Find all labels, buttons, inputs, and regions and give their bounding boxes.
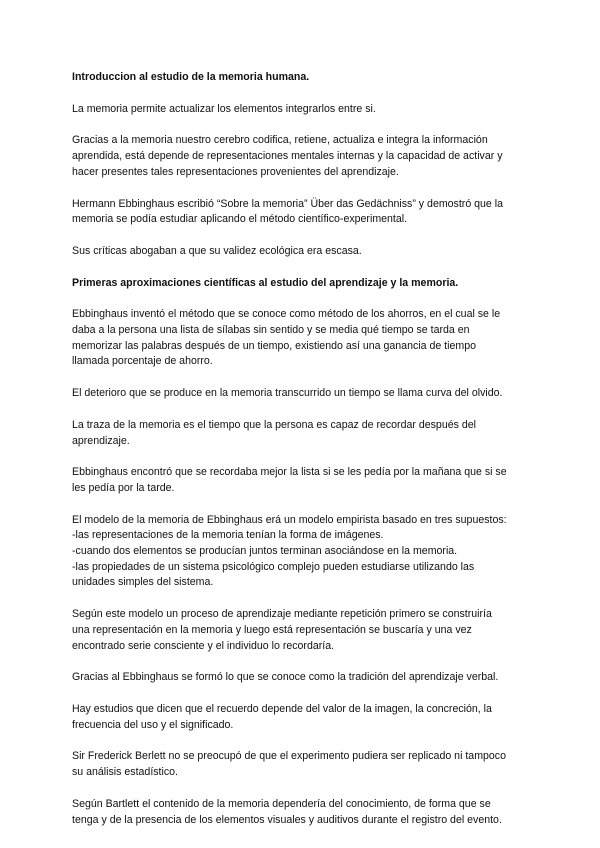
text-line: encontrado serie consciente y el individuo lo recordaría. bbox=[72, 639, 335, 652]
text-line: Sus críticas abogaban a que su validez ecológica era escasa. bbox=[72, 244, 362, 257]
text-line: llamada porcentaje de ahorro. bbox=[72, 355, 213, 368]
paragraph bbox=[72, 607, 542, 654]
text-line: Primeras aproximaciones científicas al estudio del aprendizaje y la memoria. bbox=[72, 276, 459, 289]
text-line: -las propiedades de un sistema psicológico complejo pueden estudiarse utilizando las bbox=[72, 560, 475, 573]
paragraph bbox=[72, 670, 542, 686]
text-line: una representación en la memoria y luego está representación se buscaría y una vez bbox=[72, 623, 472, 636]
paragraph bbox=[72, 386, 542, 402]
text-line: El modelo de la memoria de Ebbinghaus erá un modelo empirista basado en tres supuestos: bbox=[72, 513, 507, 526]
text-line: Gracias al Ebbinghaus se formó lo que se conoce como la tradición del aprendizaje verbal. bbox=[72, 671, 499, 684]
text-line: unidades simples del sistema. bbox=[72, 576, 214, 589]
text-line: Según este modelo un proceso de aprendizaje mediante repetición primero se construiría bbox=[72, 608, 492, 621]
section-heading bbox=[72, 276, 542, 292]
paragraph bbox=[72, 418, 542, 449]
paragraph bbox=[72, 197, 542, 228]
text-line: memoria se podía estudiar aplicando el método científico-experimental. bbox=[72, 213, 408, 226]
paragraph bbox=[72, 102, 542, 118]
text-line: Ebbinghaus inventó el método que se conoce como método de los ahorros, en el cual se le bbox=[72, 308, 501, 321]
text-line: Sir Frederick Berlett no se preocupó de que el experimento pudiera ser replicado ni tampoco bbox=[72, 750, 506, 763]
text-line: Hermann Ebbinghaus escribió “Sobre la memoria” Über das Gedächniss” y demostró que la bbox=[72, 197, 504, 210]
paragraph bbox=[72, 244, 542, 260]
text-line: su análisis estadístico. bbox=[72, 766, 178, 779]
text-line: Ebbinghaus encontró que se recordaba mejor la lista si se les pedía por la mañana que si se bbox=[72, 466, 507, 479]
text-line: -cuando dos elementos se producían juntos terminan asociándose en la memoria. bbox=[72, 545, 458, 558]
document-page bbox=[72, 70, 542, 844]
text-line: La memoria permite actualizar los elementos integrarlos entre si. bbox=[72, 102, 376, 115]
text-line: Introduccion al estudio de la memoria humana. bbox=[72, 71, 310, 83]
section-heading bbox=[72, 70, 542, 86]
paragraph bbox=[72, 465, 542, 496]
text-line: aprendizaje. bbox=[72, 434, 130, 447]
text-line: Según Bartlett el contenido de la memoria dependería del conocimiento, de forma que se bbox=[72, 797, 491, 810]
paragraph bbox=[72, 133, 542, 180]
text-line: Hay estudios que dicen que el recuerdo depende del valor de la imagen, la concreción, la bbox=[72, 702, 492, 715]
text-line: les pedía por la tarde. bbox=[72, 481, 175, 494]
paragraph bbox=[72, 702, 542, 733]
paragraph bbox=[72, 513, 542, 592]
text-line: aprendida, está depende de representaciones mentales internas y la capacidad de activar y bbox=[72, 150, 503, 163]
text-line: frecuencia del uso y el significado. bbox=[72, 718, 234, 731]
paragraph bbox=[72, 797, 542, 828]
paragraph bbox=[72, 307, 542, 370]
text-line: El deterioro que se produce en la memoria transcurrido un tiempo se llama curva del olvido. bbox=[72, 387, 503, 400]
text-line: La traza de la memoria es el tiempo que la persona es capaz de recordar después del bbox=[72, 418, 476, 431]
text-line: tenga y de la presencia de los elementos visuales y auditivos durante el registro del evento. bbox=[72, 813, 502, 826]
text-line: daba a la persona una lista de sílabas sin sentido y se media qué tiempo se tarda en bbox=[72, 324, 470, 337]
text-line: Gracias a la memoria nuestro cerebro codifica, retiene, actualiza e integra la información bbox=[72, 134, 488, 147]
paragraph bbox=[72, 749, 542, 780]
text-line: memorizar las palabras después de un tiempo, existiendo así una ganancia de tiempo bbox=[72, 339, 476, 352]
text-line: -las representaciones de la memoria tenían la forma de imágenes. bbox=[72, 529, 384, 542]
text-line: hacer presentes tales representaciones provenientes del aprendizaje. bbox=[72, 165, 399, 178]
